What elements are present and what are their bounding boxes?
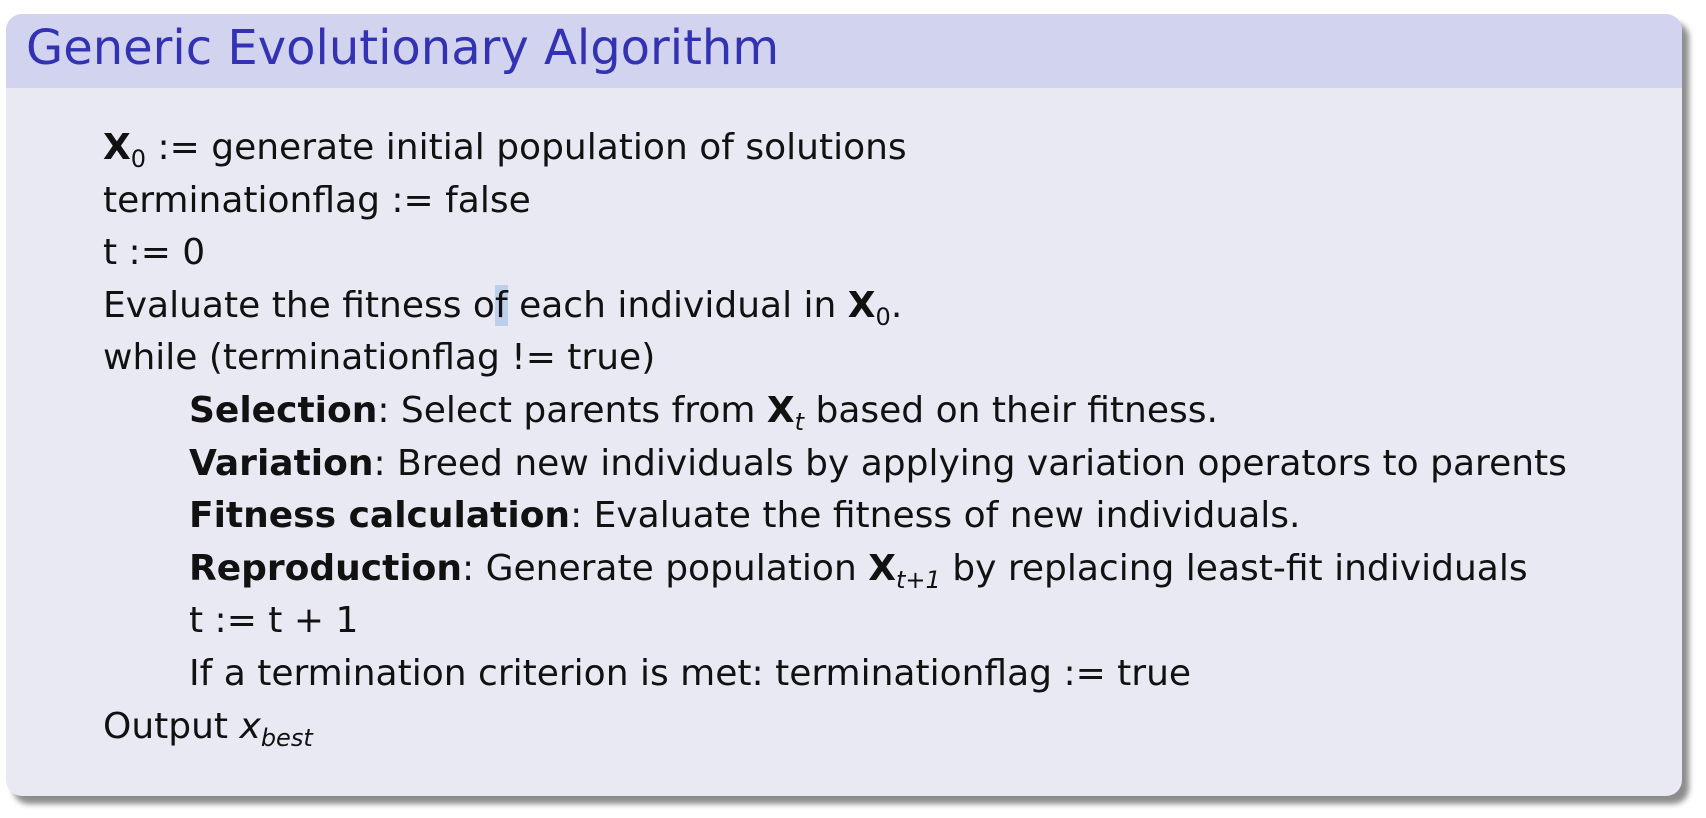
math-var: X	[766, 389, 795, 431]
math-subscript: 0	[875, 302, 891, 331]
math-var: X	[868, 547, 896, 589]
text-selection-highlight[interactable]: f	[494, 284, 508, 326]
math-subscript: t+1	[895, 565, 941, 594]
algo-line-output	[103, 701, 1663, 754]
line-text: by replacing least-fit individuals	[940, 547, 1528, 589]
algo-line-termination-check: If a termination criterion is met: terminationflag := true	[189, 652, 1192, 694]
algorithm-block	[6, 14, 1682, 796]
block-header	[6, 14, 1682, 88]
line-text: := generate initial population of solutions	[146, 127, 907, 168]
line-text: : Evaluate the fitness of new individuals.	[570, 495, 1301, 537]
algo-line-selection	[103, 385, 1663, 438]
math-var: X	[103, 127, 131, 168]
algo-line-evaluate	[103, 280, 1663, 333]
algo-line-increment: t := t + 1	[189, 600, 359, 642]
step-keyword: Fitness calculation	[189, 495, 571, 537]
math-var: X	[847, 284, 876, 326]
algo-line-termination-flag: terminationflag := false	[103, 179, 531, 221]
line-text: : Generate population	[462, 547, 869, 589]
line-text: : Breed new individuals by applying variation operators to parents	[373, 442, 1567, 484]
algo-line-while: while (terminationflag != true)	[103, 337, 656, 379]
step-keyword: Variation	[189, 442, 374, 484]
algo-line-time-init: t := 0	[103, 232, 206, 274]
line-text: based on their fitness.	[804, 389, 1218, 431]
line-text: each individual in	[507, 284, 848, 326]
algorithm-body	[103, 122, 1663, 753]
algo-line-variation	[103, 438, 1663, 491]
math-subscript: t	[794, 407, 805, 436]
math-var: x	[239, 705, 261, 747]
line-text: : Select parents from	[377, 389, 767, 431]
line-text: Output	[103, 705, 240, 747]
algo-line-init-population	[103, 122, 1663, 175]
step-keyword: Reproduction	[189, 547, 463, 589]
block-title: Generic Evolutionary Algorithm	[26, 20, 780, 76]
line-text: .	[890, 284, 903, 326]
math-subscript: 0	[130, 145, 147, 173]
step-keyword: Selection	[189, 389, 378, 431]
algo-line-reproduction	[103, 543, 1663, 596]
line-text: Evaluate the fitness o	[103, 284, 495, 326]
math-subscript: best	[260, 723, 313, 752]
algo-line-fitness-calculation	[103, 490, 1663, 543]
